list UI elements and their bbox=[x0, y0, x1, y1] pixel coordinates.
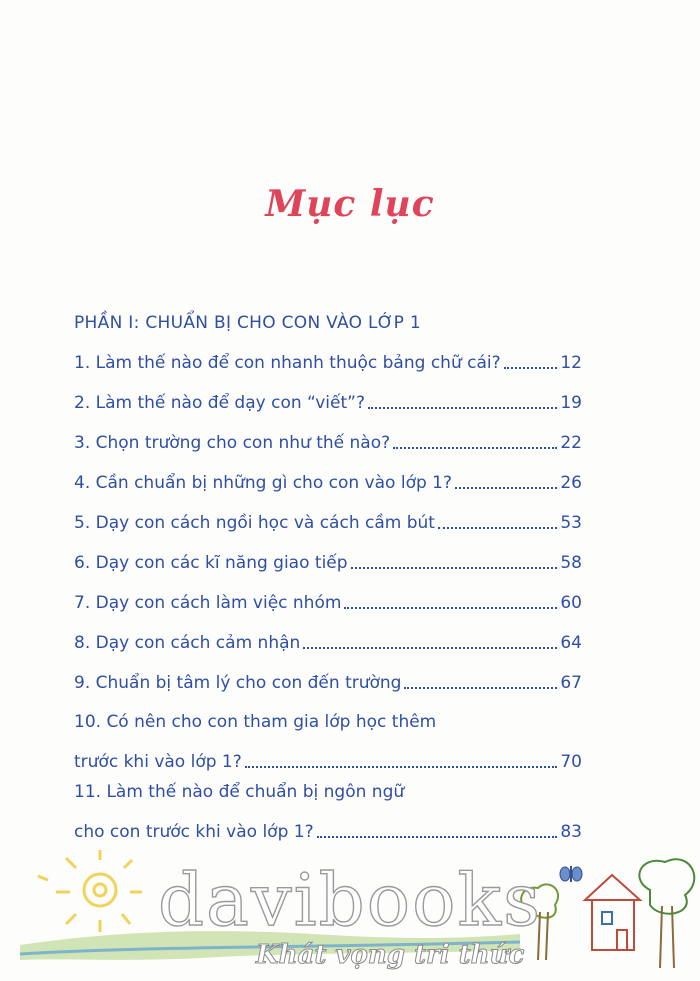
dot-leader bbox=[317, 834, 558, 838]
dot-leader bbox=[438, 525, 557, 529]
dot-leader bbox=[344, 605, 557, 609]
entry-title: 4. Cần chuẩn bị những gì cho con vào lớp 1? bbox=[74, 473, 453, 493]
toc-entry-1 bbox=[74, 352, 582, 374]
dot-leader bbox=[393, 445, 557, 449]
toc-entry-3 bbox=[74, 432, 582, 454]
toc-entry-8 bbox=[74, 632, 582, 654]
toc-entry-2 bbox=[74, 392, 582, 414]
entry-title-line1: 11. Làm thế nào để chuẩn bị ngôn ngữ bbox=[74, 782, 405, 802]
entry-title: 2. Làm thế nào để dạy con “viết”? bbox=[74, 393, 365, 413]
toc-entry-4 bbox=[74, 472, 582, 494]
dot-leader bbox=[455, 485, 557, 489]
toc-entry-7 bbox=[74, 592, 582, 614]
toc-entry-9 bbox=[74, 672, 582, 694]
dot-leader bbox=[504, 365, 558, 369]
toc-entry-6 bbox=[74, 552, 582, 574]
entry-page: 19 bbox=[560, 393, 582, 413]
entry-page: 83 bbox=[560, 822, 582, 842]
dot-leader bbox=[351, 565, 558, 569]
section-title: PHẦN I: CHUẨN BỊ CHO CON VÀO LỚP 1 bbox=[74, 313, 421, 333]
entry-title: 8. Dạy con cách cảm nhận bbox=[74, 633, 301, 653]
dot-leader bbox=[404, 685, 557, 689]
entry-page: 58 bbox=[560, 553, 582, 573]
toc-entry-11 bbox=[74, 781, 582, 843]
entry-title: 9. Chuẩn bị tâm lý cho con đến trường bbox=[74, 673, 402, 693]
entry-page: 70 bbox=[560, 752, 582, 772]
entry-title: 5. Dạy con cách ngồi học và cách cầm bút bbox=[74, 513, 435, 533]
entry-page: 53 bbox=[560, 513, 582, 533]
watermark-logo: davibooks bbox=[157, 858, 543, 942]
dot-leader bbox=[245, 764, 558, 768]
entry-page: 67 bbox=[560, 673, 582, 693]
watermark-tagline: Khát vọng tri thức bbox=[256, 940, 525, 970]
entry-page: 22 bbox=[560, 433, 582, 453]
dot-leader bbox=[368, 405, 557, 409]
entry-page: 26 bbox=[560, 473, 582, 493]
toc-entry-5 bbox=[74, 512, 582, 534]
dot-leader bbox=[303, 645, 557, 649]
entry-page: 12 bbox=[560, 353, 582, 373]
entry-title: 6. Dạy con các kĩ năng giao tiếp bbox=[74, 553, 348, 573]
entry-title: trước khi vào lớp 1? bbox=[74, 752, 242, 772]
toc-heading: Mục lục bbox=[265, 183, 435, 225]
toc-entry-10 bbox=[74, 711, 582, 773]
entry-title: 7. Dạy con cách làm việc nhóm bbox=[74, 593, 342, 613]
entry-page: 64 bbox=[560, 633, 582, 653]
entry-title: 1. Làm thế nào để con nhanh thuộc bảng chữ cái? bbox=[74, 353, 501, 373]
entry-title: 3. Chọn trường cho con như thế nào? bbox=[74, 433, 391, 453]
entry-page: 60 bbox=[560, 593, 582, 613]
entry-title-line1: 10. Có nên cho con tham gia lớp học thêm bbox=[74, 712, 437, 732]
entry-title: cho con trước khi vào lớp 1? bbox=[74, 822, 314, 842]
